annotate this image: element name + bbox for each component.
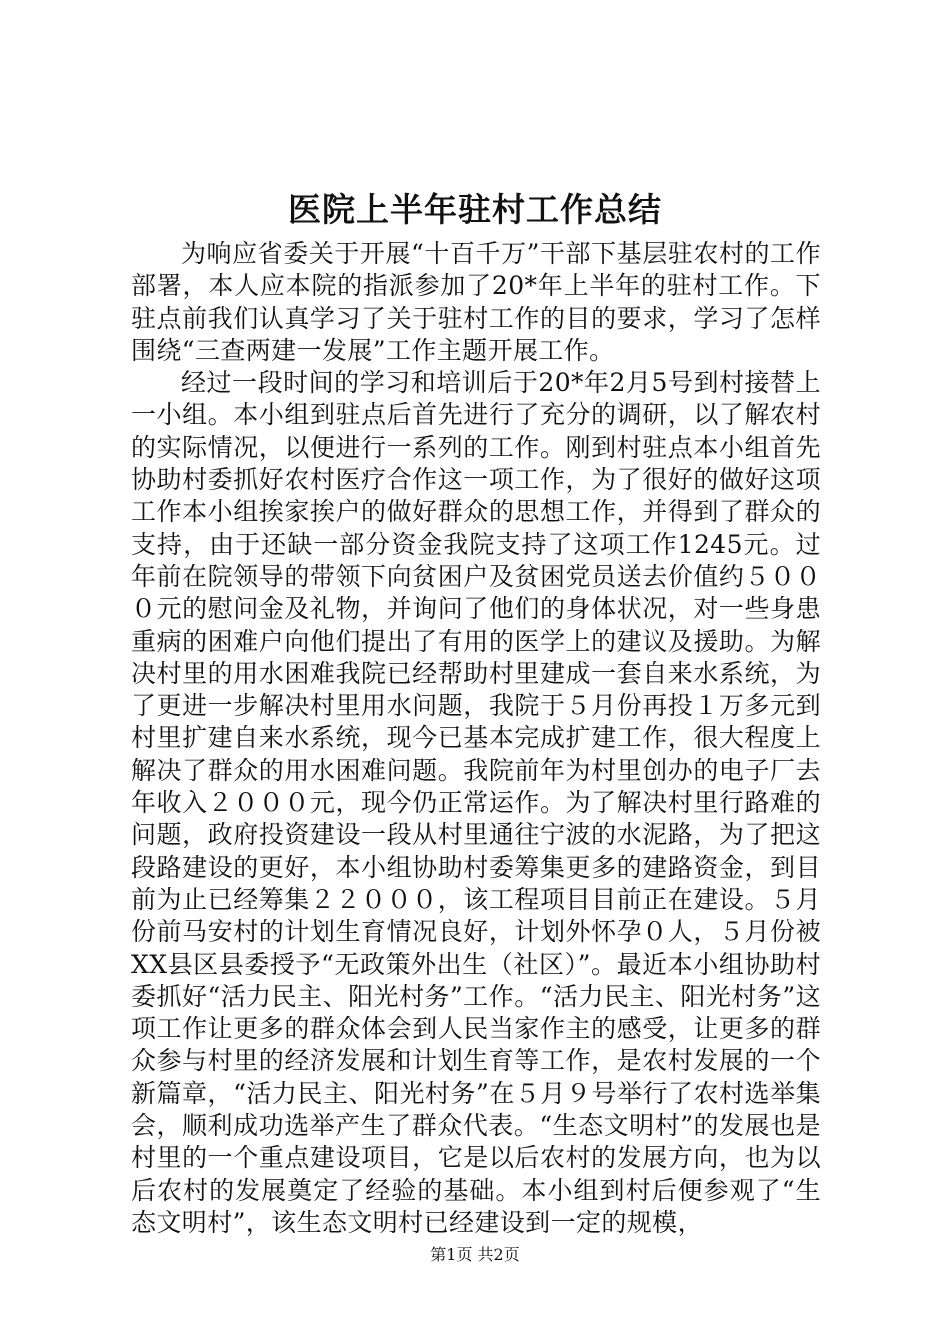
document-body [131,238,821,1239]
page-footer: 第1页 共2页 [430,1245,520,1264]
paragraph-intro: 为响应省委关于开展“十百千万”干部下基层驻农村的工作部署，本人应本院的指派参加了20*年上半年的驻村工作。下驻点前我们认真学习了关于驻村工作的目的要求，学习了怎样围绕“三查两建一发展”工作主题开展工作。 [131,239,821,365]
document-title: 医院上半年驻村工作总结 [288,190,662,229]
paragraph-work-summary: 经过一段时间的学习和培训后于20*年2月5号到村接替上一小组。本小组到驻点后首先进行了充分的调研，以了解农村的实际情况，以便进行一系列的工作。刚到村驻点本小组首先协助村委抓好农村医疗合作这一项工作，为了很好的做好这项工作本小组挨家挨户的做好群众的思想工作，并得到了群众的支持，由于还缺一部分资金我院支持了这项工作1245元。过年前在院领导的带领下向贫困户及贫困党员送去价值约５０００元的慰问金及礼物，并询问了他们的身体状况，对一些身患重病的困难户向他们提出了有用的医学上的建议及援助。为解决村里的用水困难我院已经帮助村里建成一套自来水系统，为了更进一步解决村里用水问题，我院于５月份再投１万多元到村里扩建自来水系统，现今已基本完成扩建工作，很大程度上解决了群众的用水困难问题。我院前年为村里创办的电子厂去年收入２０００元，现今仍正常运作。为了解决村里行路难的问题，政府投资建设一段从村里通往宁波的水泥路，为了把这段路建设的更好，本小组协助村委筹集更多的建路资金，到目前为止已经筹集２２０００，该工程项目目前正在建设。５月份前马安村的计划生育情况良好，计划外怀孕０人，５月份被XX县区县委授予“无政策外出生（社区）”。最近本小组协助村委抓好“活力民主、阳光村务”工作。“活力民主、阳光村务”这项工作让更多的群众体会到人民当家作主的感受，让更多的群众参与村里的经济发展和计划生育等工作，是农村发展的一个新篇章，“活力民主、阳光村务”在５月９号举行了农村选举集会，顺利成功选举产生了群众代表。“生态文明村”的发展也是村里的一个重点建设项目，它是以后农村的发展方向，也为以后农村的发展奠定了经验的基础。本小组到村后便参观了“生态文明村”，该生态文明村已经建设到一定的规模， [131,368,821,1237]
